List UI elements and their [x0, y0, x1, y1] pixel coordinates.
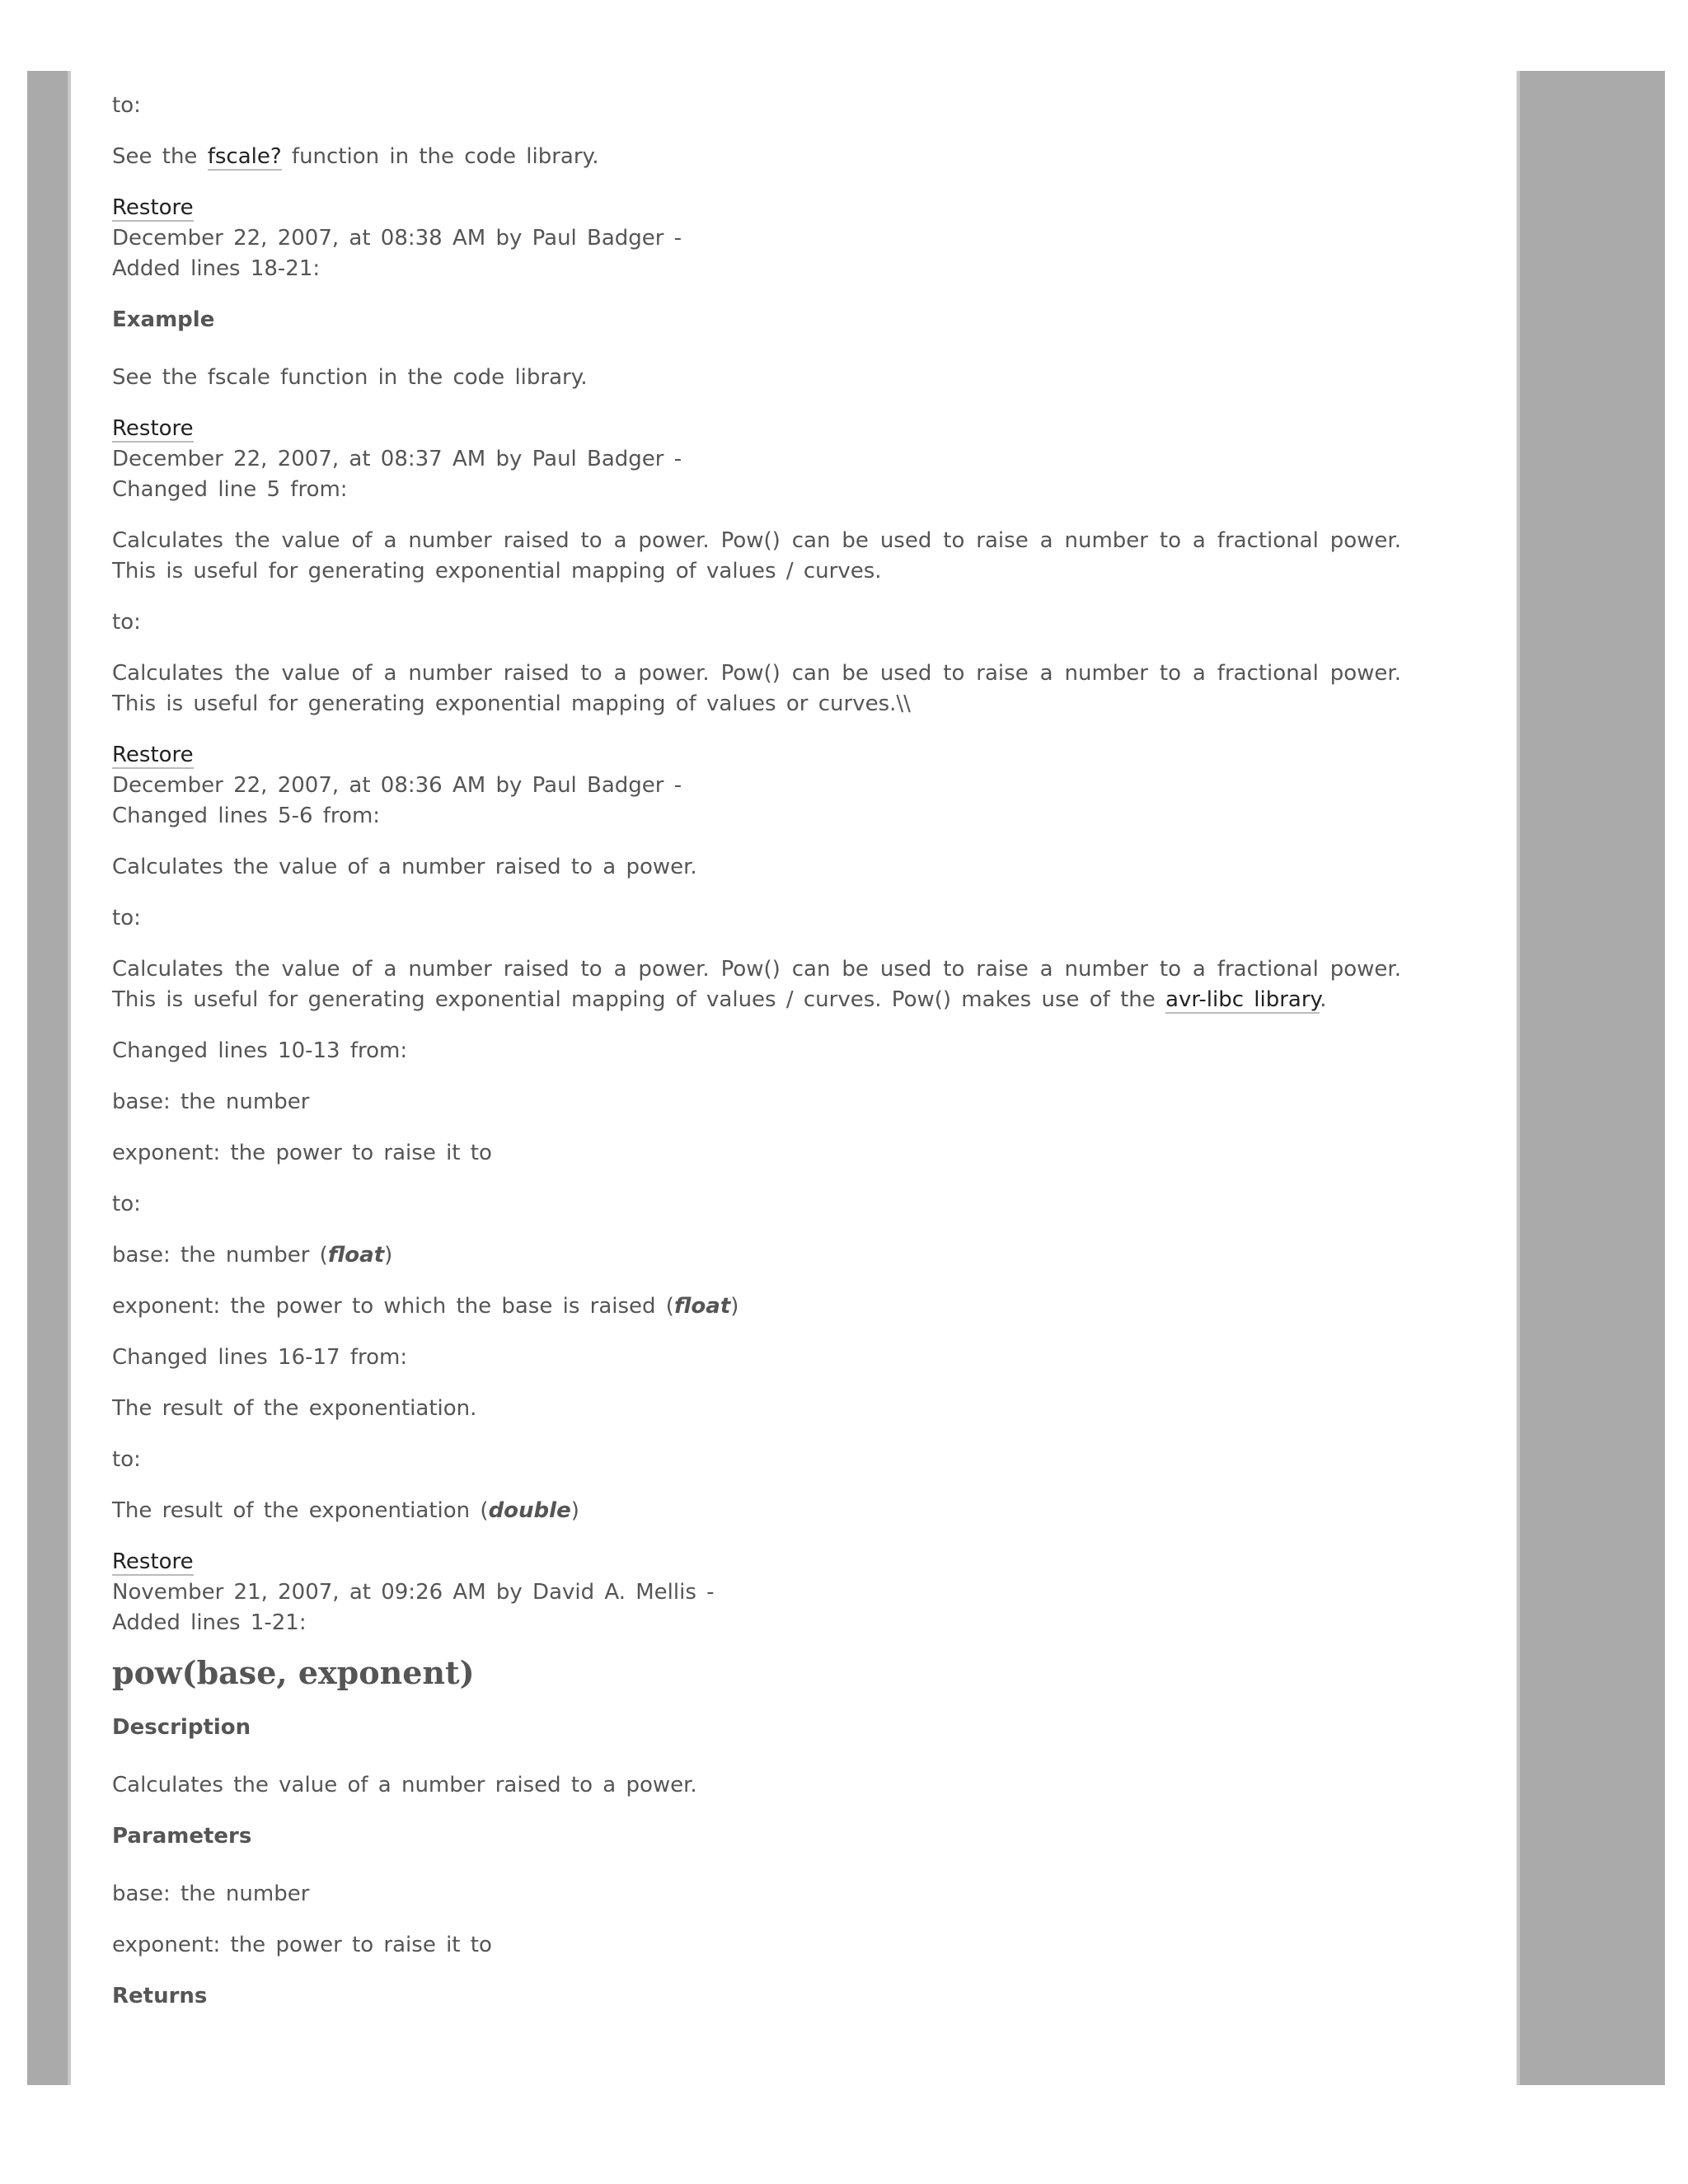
revision-entry: [112, 1547, 1401, 1638]
change-summary: Changed lines 10-13 from:: [112, 1038, 408, 1063]
diff-to-label: to:: [112, 906, 141, 930]
section-heading-parameters: Parameters: [112, 1824, 252, 1849]
restore-link[interactable]: Restore: [112, 195, 194, 220]
function-title: pow(base, exponent): [112, 1654, 475, 1691]
diff-to-text: [112, 954, 1401, 1015]
change-summary: Added lines 18-21:: [112, 256, 321, 281]
param-base: base: the number: [112, 1882, 310, 1906]
revision-meta: November 21, 2007, at 09:26 AM by David A. Mellis -: [112, 1580, 715, 1605]
param-text: ): [730, 1294, 739, 1319]
diff-from-text: base: the number: [112, 1090, 310, 1114]
diff-to-label: to:: [112, 1447, 141, 1472]
diff-to-label: to:: [112, 610, 141, 635]
diff-text: See the fscale function in the code library.: [112, 365, 588, 390]
diff-to-text: [112, 1291, 1401, 1322]
param-exponent: exponent: the power to raise it to: [112, 1933, 492, 1957]
see-also-prefix: See the: [112, 144, 198, 169]
change-summary: Changed line 5 from:: [112, 477, 348, 502]
return-text: The result of the exponentiation (: [112, 1498, 489, 1523]
param-text: exponent: the power to which the base is raised (: [112, 1294, 674, 1319]
revision-entry: [112, 740, 1401, 832]
return-text: ): [570, 1498, 579, 1523]
right-sidebar-rail: [1517, 71, 1665, 2085]
see-also-line: [112, 142, 1401, 172]
diff-to-text-body: Calculates the value of a number raised to a power. Pow() can be used to raise a number to a fractional power. This is useful for generating exponential mapping of values / curves. Pow() makes use of the: [112, 957, 1401, 1012]
restore-link[interactable]: Restore: [112, 1549, 194, 1574]
type-float: float: [327, 1243, 385, 1268]
restore-link[interactable]: Restore: [112, 416, 194, 441]
avr-libc-link[interactable]: avr-libc library: [1165, 987, 1320, 1012]
revision-entry: [112, 193, 1401, 284]
param-text: base: the number (: [112, 1243, 328, 1268]
page-history-content: [112, 91, 1401, 2039]
section-heading-returns: Returns: [112, 1984, 208, 2008]
revision-meta: December 22, 2007, at 08:36 AM by Paul Badger -: [112, 773, 682, 798]
diff-from-text: exponent: the power to raise it to: [112, 1141, 492, 1165]
diff-from-text: The result of the exponentiation.: [112, 1396, 477, 1421]
diff-to-text: [112, 1496, 1401, 1526]
diff-to-text: [112, 1240, 1401, 1271]
change-summary: Changed lines 16-17 from:: [112, 1345, 408, 1370]
see-also-suffix: function in the code library.: [291, 144, 599, 169]
section-heading-example: Example: [112, 307, 215, 332]
revision-entry: [112, 414, 1401, 505]
change-summary: Added lines 1-21:: [112, 1610, 307, 1635]
type-float: float: [673, 1294, 731, 1319]
diff-to-label: to:: [112, 93, 141, 118]
sentence-end: .: [1320, 987, 1327, 1012]
revision-meta: December 22, 2007, at 08:37 AM by Paul Badger -: [112, 447, 682, 471]
fscale-link[interactable]: fscale?: [207, 144, 282, 169]
restore-link[interactable]: Restore: [112, 743, 194, 767]
change-summary: Changed lines 5-6 from:: [112, 804, 381, 828]
revision-meta: December 22, 2007, at 08:38 AM by Paul Badger -: [112, 226, 682, 251]
diff-from-text: Calculates the value of a number raised to a power.: [112, 855, 697, 879]
diff-to-text: Calculates the value of a number raised to a power. Pow() can be used to raise a number to a fractional power. This is useful for generating exponential mapping of values or curves.\\: [112, 661, 1401, 716]
param-text: ): [384, 1243, 393, 1268]
diff-to-label: to:: [112, 1192, 141, 1216]
left-sidebar-rail: [27, 71, 71, 2085]
diff-from-text: Calculates the value of a number raised to a power. Pow() can be used to raise a number to a fractional power. This is useful for generating exponential mapping of values / curves.: [112, 528, 1401, 583]
description-text: Calculates the value of a number raised to a power.: [112, 1773, 697, 1797]
type-double: double: [488, 1498, 571, 1523]
section-heading-description: Description: [112, 1715, 251, 1740]
